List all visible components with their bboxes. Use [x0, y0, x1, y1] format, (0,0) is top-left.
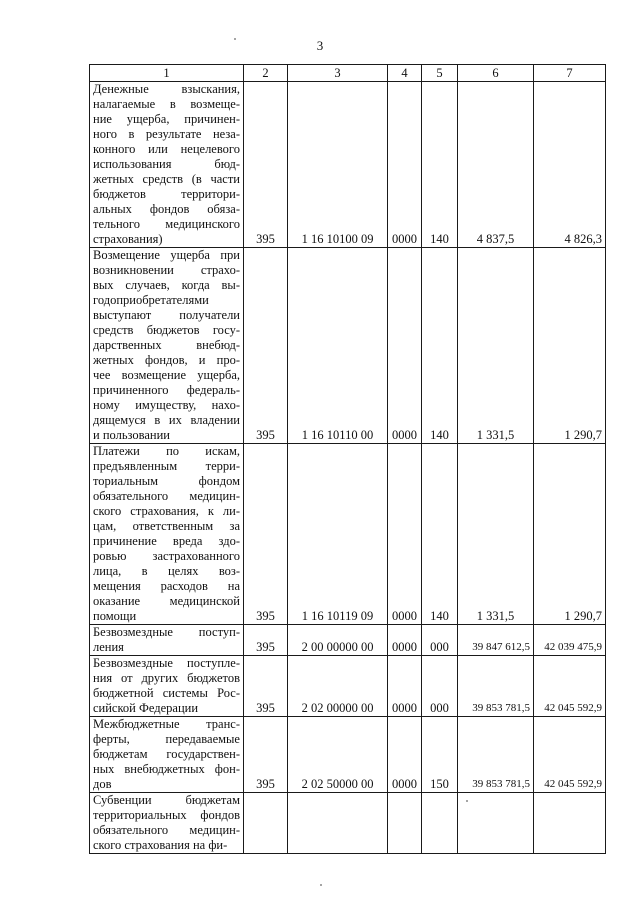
column-header-row [90, 65, 606, 82]
description-line: ферты, передаваемые [93, 732, 240, 746]
column-header: 6 [458, 65, 534, 82]
amount-cell: 42 045 592,9 [534, 717, 606, 793]
description-line: вых случаев, когда вы- [93, 278, 240, 292]
description-line: средств бюджетов госу- [93, 323, 240, 337]
table-row [90, 82, 606, 248]
table-row [90, 625, 606, 656]
subcode-cell: 0000 [388, 625, 422, 656]
subcode-cell: 0000 [388, 444, 422, 625]
amount-cell: 42 045 592,9 [534, 656, 606, 717]
description-line: Возмещение ущерба при [93, 248, 240, 262]
code-cell: 395 [244, 656, 288, 717]
description-line: помощи [93, 609, 137, 623]
description-line: предъявленным терри- [93, 459, 240, 473]
group-cell: 000 [422, 656, 458, 717]
page-number: 3 [316, 38, 324, 53]
amount-cell [458, 793, 534, 854]
column-header: 1 [90, 65, 244, 82]
classification-cell: 2 02 00000 00 [288, 656, 388, 717]
code-cell: 395 [244, 444, 288, 625]
description-line: ториальным фондом [93, 474, 240, 488]
description-line: обязательного медицин- [93, 823, 240, 837]
table-row [90, 248, 606, 444]
classification-cell [288, 793, 388, 854]
description-line: тельного медицинского [93, 217, 240, 231]
description-line: ного в результате неза- [93, 127, 240, 141]
description-line: использования бюд- [93, 157, 240, 171]
group-cell: 140 [422, 82, 458, 248]
row-description [90, 656, 244, 717]
amount-cell: 1 331,5 [458, 444, 534, 625]
amount-cell [534, 793, 606, 854]
classification-cell: 2 02 50000 00 [288, 717, 388, 793]
classification-cell: 1 16 10119 09 [288, 444, 388, 625]
row-description [90, 793, 244, 854]
subcode-cell: 0000 [388, 248, 422, 444]
amount-cell: 4 826,3 [534, 82, 606, 248]
description-line: годоприобретателями [93, 293, 209, 307]
scan-speck [320, 884, 322, 886]
row-description [90, 444, 244, 625]
group-cell: 000 [422, 625, 458, 656]
description-line: обязательного медицин- [93, 489, 240, 503]
description-line: оказание медицинской [93, 594, 240, 608]
description-line: конного или нецелевого [93, 142, 240, 156]
column-header: 2 [244, 65, 288, 82]
table-row [90, 444, 606, 625]
description-line: налагаемые в возмеще- [93, 97, 240, 111]
amount-cell: 39 853 781,5 [458, 656, 534, 717]
description-line: возникновении страхо- [93, 263, 240, 277]
budget-table [89, 64, 606, 854]
column-header: 5 [422, 65, 458, 82]
subcode-cell: 0000 [388, 717, 422, 793]
description-line: Межбюджетные транс- [93, 717, 240, 731]
description-line: бюджетной системы Рос- [93, 686, 240, 700]
description-line: бюджетам государствен- [93, 747, 240, 761]
code-cell: 395 [244, 625, 288, 656]
description-line: ского страхования, к ли- [93, 504, 240, 518]
code-cell: 395 [244, 82, 288, 248]
column-header: 3 [288, 65, 388, 82]
amount-cell: 1 290,7 [534, 248, 606, 444]
subcode-cell: 0000 [388, 656, 422, 717]
column-header: 7 [534, 65, 606, 82]
description-line: ления [93, 640, 124, 654]
table-row [90, 717, 606, 793]
amount-cell: 42 039 475,9 [534, 625, 606, 656]
row-description [90, 248, 244, 444]
table-row [90, 793, 606, 854]
description-line: ровью застрахованного [93, 549, 240, 563]
code-cell: 395 [244, 717, 288, 793]
description-line: чее возмещение ущерба, [93, 368, 240, 382]
description-line: причиненного федераль- [93, 383, 240, 397]
description-line: территориальных фондов [93, 808, 240, 822]
description-line: дящемуся в их владении [93, 413, 240, 427]
table-row [90, 656, 606, 717]
description-line: причинение вреда здо- [93, 534, 240, 548]
subcode-cell: 0000 [388, 82, 422, 248]
amount-cell: 1 290,7 [534, 444, 606, 625]
description-line: Безвозмездные поступле- [93, 656, 240, 670]
description-line: ния от других бюджетов [93, 671, 240, 685]
description-line: лица, в целях воз- [93, 564, 240, 578]
row-description [90, 82, 244, 248]
group-cell [422, 793, 458, 854]
description-line: сийской Федерации [93, 701, 199, 715]
column-header: 4 [388, 65, 422, 82]
group-cell: 140 [422, 444, 458, 625]
description-line: и пользовании [93, 428, 170, 442]
description-line: бюджетов территори- [93, 187, 240, 201]
description-line: дарственных внебюд- [93, 338, 240, 352]
scan-speck [466, 800, 468, 802]
description-line: Безвозмездные поступ- [93, 625, 240, 639]
description-line: цам, ответственным за [93, 519, 240, 533]
description-line: Денежные взыскания, [93, 82, 240, 96]
code-cell: 395 [244, 248, 288, 444]
description-line: альных фондов обяза- [93, 202, 240, 216]
description-line: жетных средств (в части [93, 172, 240, 186]
group-cell: 150 [422, 717, 458, 793]
amount-cell: 4 837,5 [458, 82, 534, 248]
description-line: выступают получатели [93, 308, 240, 322]
subcode-cell [388, 793, 422, 854]
description-line: дов [93, 777, 112, 791]
classification-cell: 1 16 10100 09 [288, 82, 388, 248]
description-line: Субвенции бюджетам [93, 793, 240, 807]
description-line: ского страхования на фи- [93, 838, 228, 852]
description-line: ных внебюджетных фон- [93, 762, 240, 776]
amount-cell: 1 331,5 [458, 248, 534, 444]
classification-cell: 2 00 00000 00 [288, 625, 388, 656]
classification-cell: 1 16 10110 00 [288, 248, 388, 444]
row-description [90, 625, 244, 656]
description-line: страхования) [93, 232, 163, 246]
description-line: ние ущерба, причинен- [93, 112, 240, 126]
description-line: ному имуществу, нахо- [93, 398, 240, 412]
description-line: Платежи по искам, [93, 444, 240, 458]
amount-cell: 39 853 781,5 [458, 717, 534, 793]
scan-speck [234, 38, 236, 40]
description-line: жетных фондов, и про- [93, 353, 240, 367]
description-line: мещения расходов на [93, 579, 240, 593]
group-cell: 140 [422, 248, 458, 444]
row-description [90, 717, 244, 793]
amount-cell: 39 847 612,5 [458, 625, 534, 656]
code-cell [244, 793, 288, 854]
